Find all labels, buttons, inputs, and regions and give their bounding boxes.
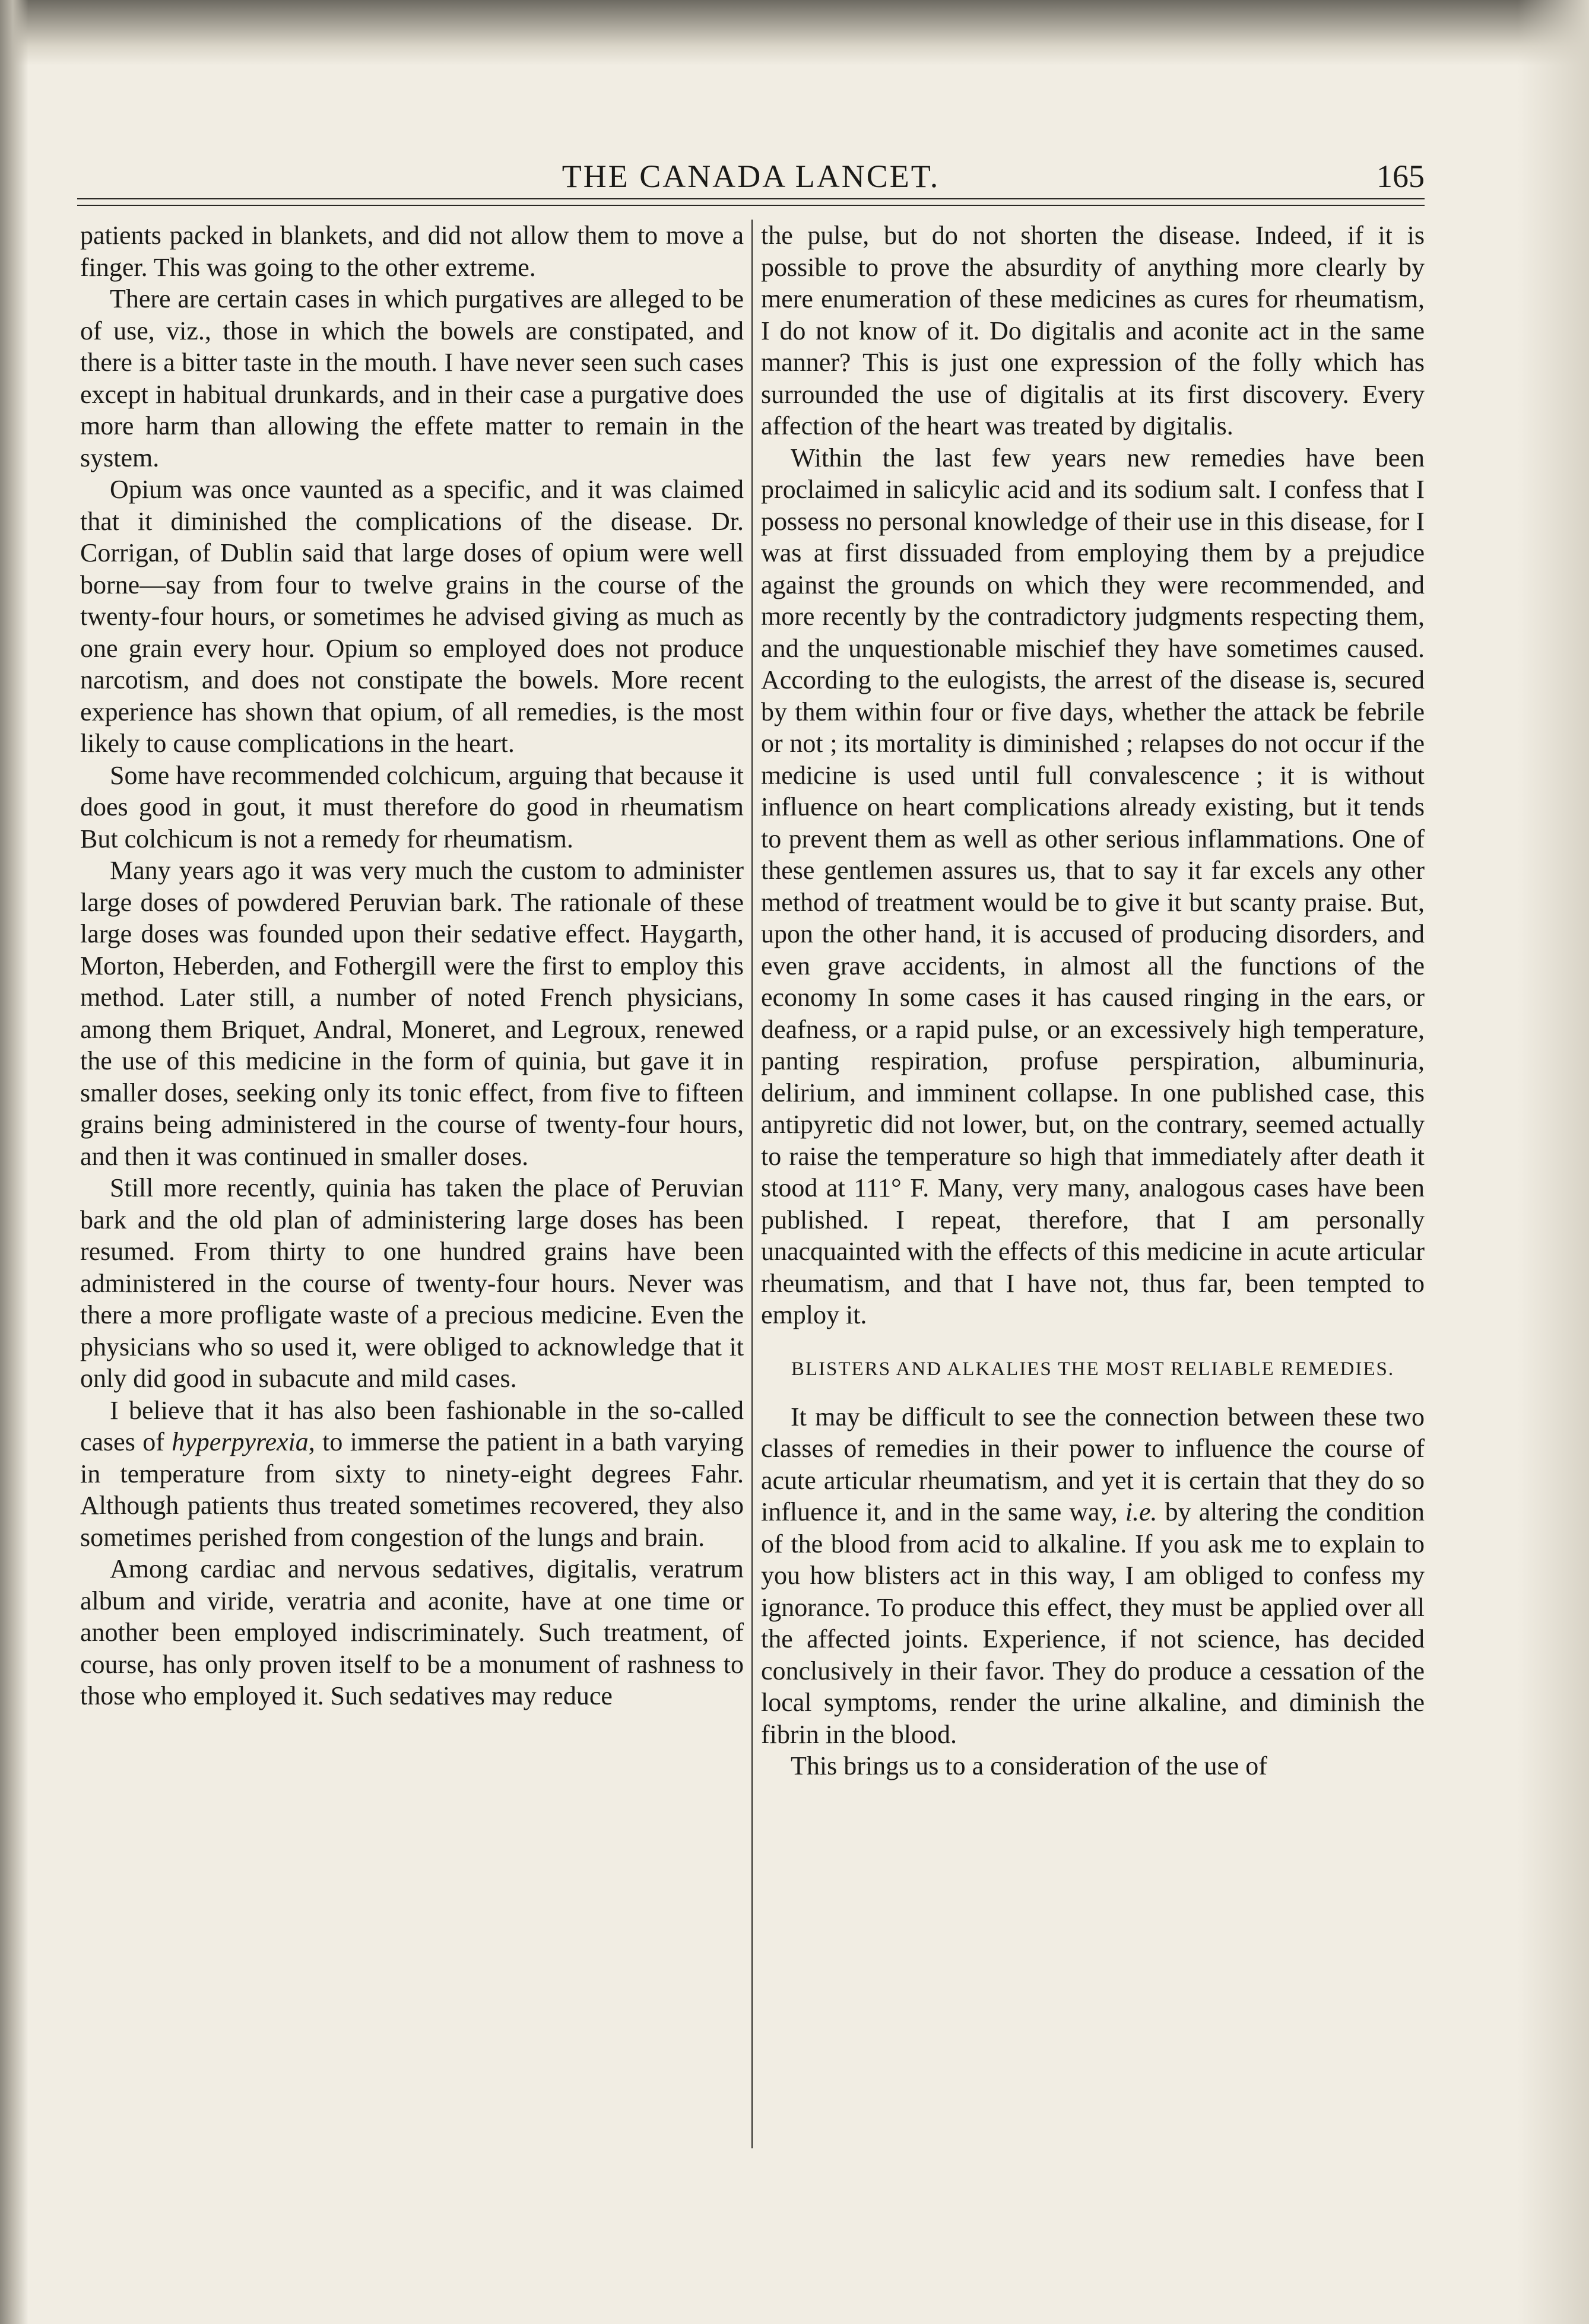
header-rule-upper (77, 198, 1425, 199)
header-rule-lower (77, 205, 1425, 206)
text-run: It may be difficult to see the connection between these two classes of remedies in their power to influence the course of acute articular rheumatism, and yet it is certain that they do so influence it, and in the same way, (761, 1402, 1425, 1526)
paragraph: Within the last few years new remedies have been proclaimed in salicylic acid and its sodium salt. I confess that I possess no personal knowledge of their use in this disease, for I was at first dissuaded from employing them by a prejudice against the grounds on which they were recommended, and more recently by the contradictory judgments respecting them, and the unquestionable mischief they have sometimes caused. According to the eulogists, the arrest of the disease is, secured by them within four or five days, whether the attack be febrile or not ; its mortality is diminished ; relapses do not occur if the medicine is used until full convalescence ; it is without influence on heart complications already existing, but it tends to prevent them as well as other serious inflammations. One of these gentlemen assures us, that to say it far excels any other method of treatment would be to give it but scanty praise. But, upon the other hand, it is accused of producing disorders, and even grave accidents, in almost all the functions of the economy In some cases it has caused ringing in the ears, or deafness, or a rapid pulse, or an excessively high temperature, panting respiration, profuse perspiration, albuminuria, delirium, and imminent collapse. In one published case, this antipyretic did not lower, but, on the contrary, seemed actually to raise the temperature so high that immediately after death it stood at 111° F. Many, very many, analogous cases have been published. I repeat, therefore, that I am personally unacquainted with the effects of this medicine in acute articular rheumatism, and that I have not, thus far, been tempted to employ it. (761, 443, 1425, 1329)
column-divider (751, 220, 753, 2148)
page-number: 165 (1377, 158, 1425, 194)
text-run: by altering the condition of the blood from acid to alkaline. If you ask me to explain to you how blisters act in this way, I am obliged to confess my ignorance. To produce this effect, they must be applied over all the affected joints. Experience, if not science, has decided conclusively in their favor. They do produce a cessation of the local symptoms, render the urine alkaline, and diminish the fibrin in the blood. (761, 1497, 1425, 1749)
paragraph: patients packed in blankets, and did not allow them to move a finger. This was going to the other extreme. (80, 221, 744, 282)
paragraph: Opium was once vaunted as a specific, and it was claimed that it diminished the complications of the disease. Dr. Corrigan, of Dublin said that large doses of opium were well borne—say from four to twelve grains in the course of the twenty-four hours, or sometimes he advised giving as much as one grain every hour. Opium so employed does not produce narcotism, and does not constipate the bowels. More recent experience has shown that opium, of all remedies, is the most likely to cause complications in the heart. (80, 475, 744, 758)
paragraph: Among cardiac and nervous sedatives, digitalis, veratrum album and viride, veratria and aconite, have at one time or another been employed indiscriminately. Such treatment, of course, has only proven itself to be a monument of rashness to those who employed it. Such sedatives may reduce (80, 1554, 744, 1710)
paragraph: Still more recently, quinia has taken the place of Peruvian bark and the old plan of administering large doses has been resumed. From thirty to one hundred grains have been administered in the course of twenty-four hours. Never was there a more profligate waste of a precious medicine. Even the physicians who so used it, were obliged to acknowledge that it only did good in subacute and mild cases. (80, 1173, 744, 1393)
text-run: , to immerse the patient in a bath varying in temperature from sixty to ninety-eight degrees Fahr. Although patients thus treated sometimes recovered, they also sometimes perished from congestion of the lungs and brain. (80, 1427, 744, 1552)
paragraph: Many years ago it was very much the custom to administer large doses of powdered Peruvian bark. The rationale of these large doses was founded upon their sedative effect. Haygarth, Morton, Heberden, and Fothergill were the first to employ this method. Later still, a number of noted French physicians, among them Briquet, Andral, Moneret, and Legroux, renewed the use of this medicine in the form of quinia, but gave it in smaller doses, seeking only its tonic effect, from five to fifteen grains being administered in the course of twenty-four hours, and then it was continued in smaller doses. (80, 856, 744, 1171)
scan-shadow-top (0, 0, 1589, 65)
paragraph: There are certain cases in which purgatives are alleged to be of use, viz., those in which the bowels are constipated, and there is a bitter taste in the mouth. I have never seen such cases except in habitual drunkards, and in their case a purgative does more harm than allowing the effete matter to remain in the system. (80, 284, 744, 472)
paragraph: the pulse, but do not shorten the disease. Indeed, if it is possible to prove the absurdity of anything more clearly by mere enumeration of these medicines as cures for rheumatism, I do not know of it. Do digitalis and aconite act in the same manner? This is just one expression of the folly which has surrounded the use of digitalis at its first discovery. Every affection of the heart was treated by digitalis. (761, 221, 1425, 440)
paragraph: Some have recommended colchicum, arguing that because it does good in gout, it must therefore do good in rheumatism But colchicum is not a remedy for rheumatism. (80, 760, 744, 853)
paragraph (80, 1395, 744, 1554)
left-column (80, 220, 744, 2166)
text-run: I believe that it has also been fashionable in the so-called cases of (80, 1395, 744, 1456)
section-heading: BLISTERS AND ALKALIES THE MOST RELIABLE REMEDIES. (791, 1358, 1395, 1380)
paragraph: This brings us to a consideration of the use of (791, 1751, 1267, 1780)
running-header (77, 155, 1425, 209)
italic-term: hyperpyrexia (172, 1427, 309, 1456)
journal-title: THE CANADA LANCET. (562, 158, 940, 194)
scan-shadow-left (0, 0, 28, 2324)
italic-term: i.e. (1125, 1497, 1157, 1526)
scan-shadow-right (1518, 0, 1589, 2324)
paragraph (761, 1401, 1425, 1751)
right-column (761, 220, 1425, 2166)
